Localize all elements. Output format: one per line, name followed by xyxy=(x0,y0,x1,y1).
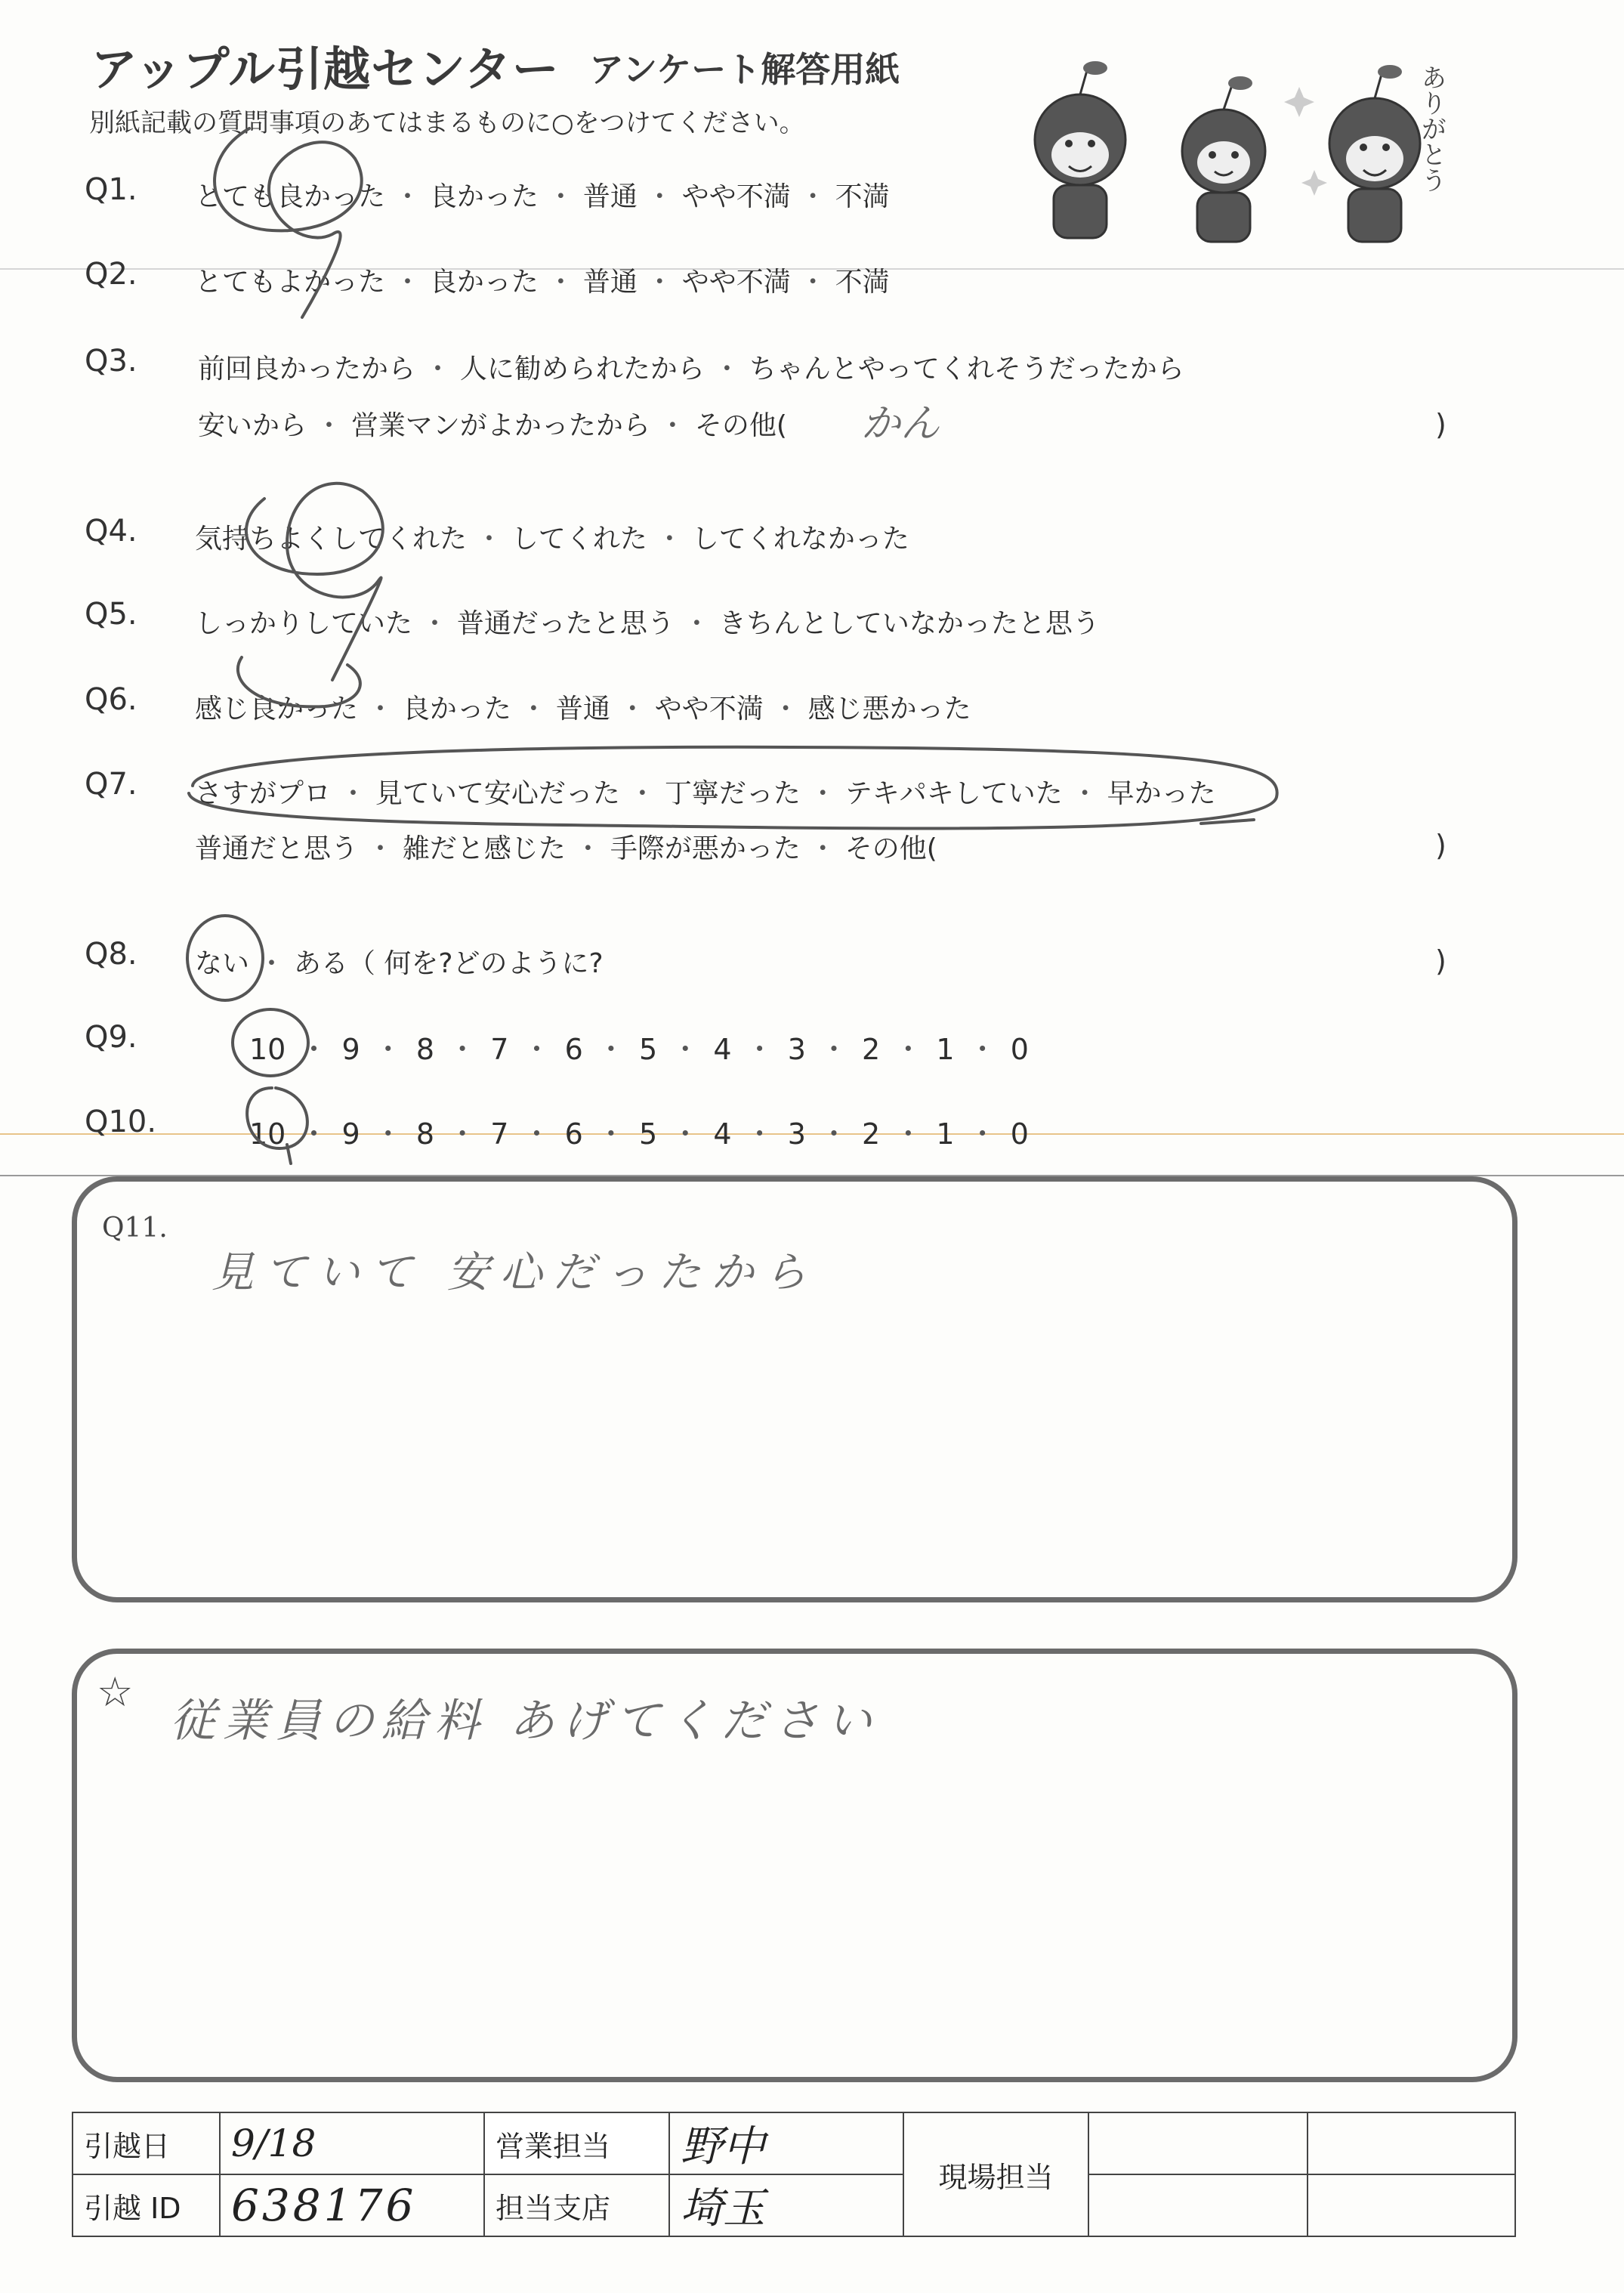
option[interactable]: やや不満 xyxy=(654,694,764,725)
q7-label: Q7. xyxy=(85,767,137,802)
q9-answer-mark xyxy=(233,1009,308,1076)
comment-answer-text: 従業員の給料 あげてください xyxy=(170,1695,880,1748)
q3-options-line2: 安いから ・ 営業マンがよかったから ・ その他( xyxy=(198,410,787,441)
q2-label: Q2. xyxy=(85,257,137,292)
scale-option[interactable]: 0 xyxy=(1010,1117,1029,1151)
option[interactable]: してくれなかった xyxy=(691,524,909,555)
option[interactable]: その他( xyxy=(694,410,787,441)
scale-option[interactable]: 8 xyxy=(415,1117,435,1151)
option[interactable]: してくれた xyxy=(511,524,647,555)
q3-label: Q3. xyxy=(85,344,137,379)
q7-options-line2: 普通だと思う ・ 雑だと感じた ・ 手際が悪かった ・ その他( xyxy=(195,833,937,864)
q8-label: Q8. xyxy=(85,937,137,972)
sales-value[interactable]: 野中 xyxy=(669,2112,903,2174)
scale-option[interactable]: 10 xyxy=(249,1117,286,1151)
scale-option[interactable]: 0 xyxy=(1010,1033,1029,1066)
option[interactable]: 感じ悪かった xyxy=(807,694,971,725)
option[interactable]: テキパキしていた xyxy=(844,778,1063,809)
option[interactable]: 早かった xyxy=(1107,778,1216,809)
scale-option[interactable]: 1 xyxy=(936,1117,955,1151)
scale-option[interactable]: 8 xyxy=(415,1033,435,1066)
scale-option[interactable]: 6 xyxy=(564,1033,583,1066)
q7-options-line1: さすがプロ ・ 見ていて安心だった ・ 丁寧だった ・ テキパキしていた ・ 早かった xyxy=(195,778,1216,809)
option[interactable]: 普通 xyxy=(582,267,638,298)
q1-options: とても良かった ・ 良かった ・ 普通 ・ やや不満 ・ 不満 xyxy=(195,181,890,212)
q3-options-line1: 前回良かったから ・ 人に勧められたから ・ ちゃんとやってくれそうだったから xyxy=(198,354,1184,385)
site-staff-cell[interactable] xyxy=(1308,2112,1515,2174)
branch-value[interactable]: 埼玉 xyxy=(669,2174,903,2236)
scale-option[interactable]: 9 xyxy=(341,1033,360,1066)
option[interactable]: 気持ちよくしてくれた xyxy=(195,524,468,555)
site-staff-label: 現場担当 xyxy=(903,2112,1088,2236)
q11-answer-text: 見ていて 安心だったから xyxy=(211,1248,817,1297)
q5-label: Q5. xyxy=(85,597,137,632)
option[interactable]: 安いから xyxy=(198,410,307,441)
option[interactable]: しっかりしていた xyxy=(195,608,413,639)
move-date-label: 引越日 xyxy=(73,2112,220,2174)
scale-option[interactable]: 4 xyxy=(713,1033,732,1066)
option[interactable]: 良かった xyxy=(429,267,539,298)
scale-option[interactable]: 10 xyxy=(249,1033,286,1066)
q3-other-answer: かん xyxy=(861,401,940,447)
option[interactable]: ある（ 何を?どのように? xyxy=(293,948,604,979)
move-date-value[interactable]: 9/18 xyxy=(220,2112,484,2174)
branch-label: 担当支店 xyxy=(484,2174,669,2236)
option[interactable]: 人に勧められたから xyxy=(459,354,705,385)
q9-scale: 10 ・ 9 ・ 8 ・ 7 ・ 6 ・ 5 ・ 4 ・ 3 ・ 2 ・ 1 ・ 0 xyxy=(249,1033,1029,1066)
scale-option[interactable]: 7 xyxy=(490,1033,509,1066)
option[interactable]: 前回良かったから xyxy=(198,354,416,385)
option[interactable]: 見ていて安心だった xyxy=(375,778,620,809)
option[interactable]: やや不満 xyxy=(681,267,791,298)
q9-label: Q9. xyxy=(85,1020,137,1055)
option[interactable]: さすがプロ xyxy=(195,778,332,809)
option[interactable]: ない xyxy=(195,948,250,979)
option[interactable]: きちんとしていなかったと思う xyxy=(718,608,1100,639)
option[interactable]: 普通だと思う xyxy=(195,833,359,864)
scale-option[interactable]: 5 xyxy=(638,1117,658,1151)
scale-option[interactable]: 5 xyxy=(638,1033,658,1066)
q2-options: とてもよかった ・ 良かった ・ 普通 ・ やや不満 ・ 不満 xyxy=(195,267,890,298)
scale-option[interactable]: 2 xyxy=(862,1117,881,1151)
form-subtitle: アンケート解答用紙 xyxy=(589,49,900,90)
q4-options: 気持ちよくしてくれた ・ してくれた ・ してくれなかった xyxy=(195,524,909,555)
q8-close-paren: ) xyxy=(1435,944,1446,978)
site-staff-cell[interactable] xyxy=(1308,2174,1515,2236)
scale-option[interactable]: 3 xyxy=(787,1033,806,1066)
option[interactable]: 感じ良かった xyxy=(195,694,359,725)
option[interactable]: 普通 xyxy=(555,694,610,725)
option[interactable]: とてもよかった xyxy=(195,267,386,298)
option[interactable]: 良かった xyxy=(429,181,539,212)
q6-label: Q6. xyxy=(85,682,137,717)
scale-option[interactable]: 2 xyxy=(862,1033,881,1066)
option[interactable]: 不満 xyxy=(835,267,890,298)
star-icon: ☆ xyxy=(97,1668,134,1716)
scale-option[interactable]: 6 xyxy=(564,1117,583,1151)
option[interactable]: やや不満 xyxy=(681,181,791,212)
option[interactable]: 良かった xyxy=(402,694,511,725)
q6-options: 感じ良かった ・ 良かった ・ 普通 ・ やや不満 ・ 感じ悪かった xyxy=(195,694,971,725)
site-staff-cell[interactable] xyxy=(1088,2112,1308,2174)
option[interactable]: ちゃんとやってくれそうだったから xyxy=(749,354,1184,385)
option[interactable]: 普通 xyxy=(582,181,638,212)
q6-answer-mark xyxy=(238,657,360,706)
option[interactable]: 不満 xyxy=(835,181,890,212)
q5-options: しっかりしていた ・ 普通だったと思う ・ きちんとしていなかったと思う xyxy=(195,608,1100,639)
option[interactable]: 普通だったと思う xyxy=(456,608,675,639)
scale-option[interactable]: 9 xyxy=(341,1117,360,1151)
move-id-value[interactable]: 638176 xyxy=(220,2174,484,2236)
instruction-text: 別紙記載の質問事項のあてはまるものに○をつけてください。 xyxy=(89,108,805,138)
footer-info-table xyxy=(72,2112,1516,2237)
site-staff-cell[interactable] xyxy=(1088,2174,1308,2236)
q7-answer-mark xyxy=(189,747,1277,829)
thanks-text: ありがとう xyxy=(1416,64,1446,193)
q4-answer-mark xyxy=(246,484,383,680)
q3-close-paren: ) xyxy=(1435,408,1446,441)
option[interactable]: その他( xyxy=(844,833,937,864)
q1-answer-mark xyxy=(215,128,362,317)
q8-options: ない ・ ある（ 何を?どのように? xyxy=(195,948,604,979)
option[interactable]: 雑だと感じた xyxy=(402,833,566,864)
q10-label: Q10. xyxy=(85,1105,157,1139)
move-id-label: 引越 ID xyxy=(73,2174,220,2236)
form-title: アップル引越センター xyxy=(91,42,560,97)
q10-scale: 10 ・ 9 ・ 8 ・ 7 ・ 6 ・ 5 ・ 4 ・ 3 ・ 2 ・ 1 ・ 0 xyxy=(249,1117,1029,1151)
scale-option[interactable]: 3 xyxy=(787,1117,806,1151)
sales-label: 営業担当 xyxy=(484,2112,669,2174)
option[interactable]: 営業マンがよかったから xyxy=(350,410,650,441)
scale-option[interactable]: 1 xyxy=(936,1033,955,1066)
option[interactable]: 丁寧だった xyxy=(664,778,801,809)
q4-label: Q4. xyxy=(85,514,137,549)
option[interactable]: とても良かった xyxy=(195,181,386,212)
q7-close-paren: ) xyxy=(1435,829,1446,862)
scale-option[interactable]: 4 xyxy=(713,1117,732,1151)
scale-option[interactable]: 7 xyxy=(490,1117,509,1151)
q1-label: Q1. xyxy=(85,172,137,207)
q11-label: Q11. xyxy=(102,1213,168,1244)
q10-answer-mark xyxy=(247,1088,307,1163)
option[interactable]: 手際が悪かった xyxy=(610,833,801,864)
q8-answer-mark xyxy=(187,916,263,1000)
